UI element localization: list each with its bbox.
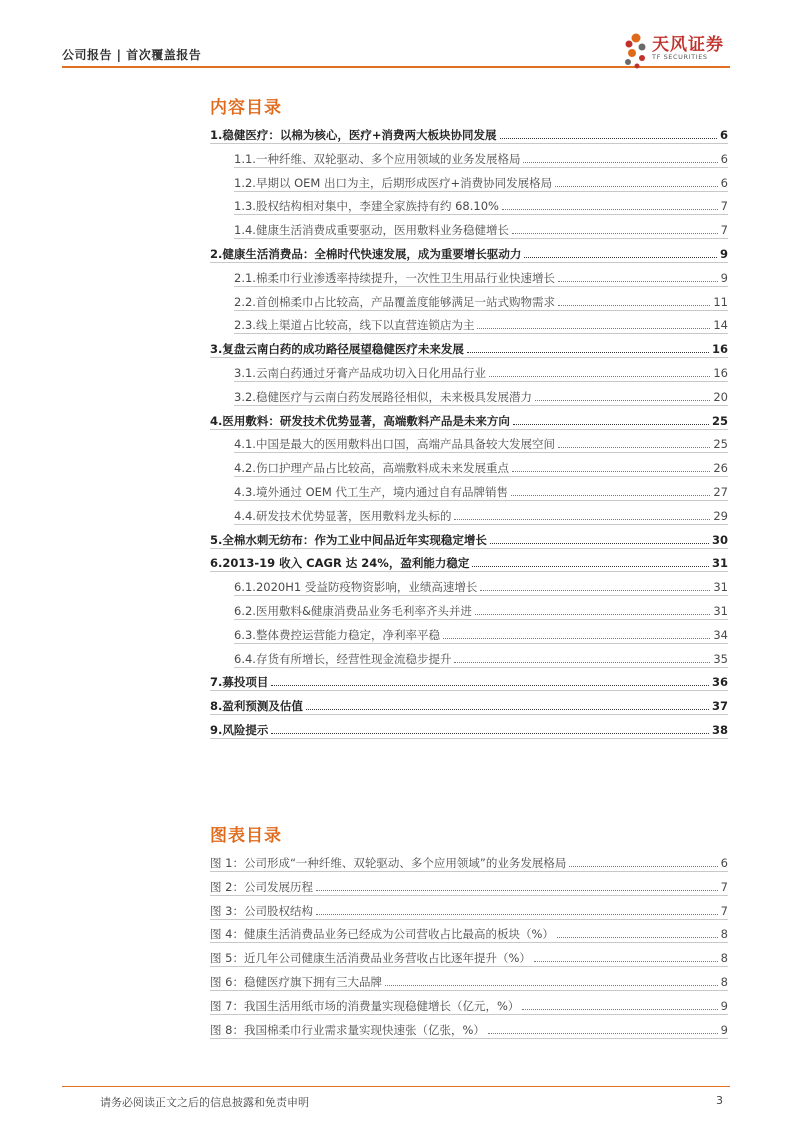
toc-entry-title: 稳健医疗：以棉为核心，医疗+消费两大板块协同发展 — [222, 128, 497, 142]
dot-leader — [512, 233, 718, 234]
toc-entry-number: 6.3. — [234, 627, 256, 642]
toc-entry[interactable] — [210, 501, 728, 523]
toc-entry-page: 16 — [711, 342, 728, 357]
dot-leader — [271, 733, 709, 734]
toc-entry-title: 线上渠道占比较高，线下以直营连锁店为主 — [255, 318, 475, 333]
toc-entry[interactable] — [210, 310, 728, 332]
toc-entry-page: 14 — [713, 318, 728, 333]
toc-entry-number: 4.4. — [234, 508, 256, 523]
dot-leader — [443, 638, 710, 639]
toc-entry-page: 6 — [720, 175, 728, 190]
toc-entry-title: 云南白药通过牙膏产品成功切入日化用品行业 — [255, 366, 486, 380]
dot-leader — [490, 543, 709, 544]
toc-entry[interactable] — [210, 334, 728, 356]
dot-leader — [489, 376, 710, 377]
toc-entry-title: 复盘云南白药的成功路径展望稳健医疗未来发展 — [222, 342, 464, 357]
dot-leader — [555, 186, 718, 187]
toc-entry-title: 股权结构相对集中，李建全家族持有约 68.10% — [255, 199, 499, 214]
toc-entry-title: 伤口护理产品占比较高，高端敷料成未来发展重点 — [255, 461, 509, 476]
toc-entry[interactable] — [210, 144, 728, 166]
toc-entry-title: 2020H1 受益防疫物资影响，业绩高速增长 — [255, 580, 478, 595]
toc-entry-number: 3. — [210, 342, 223, 357]
toc-entry[interactable] — [210, 191, 728, 213]
toc-entry-page: 26 — [713, 461, 728, 476]
dot-leader — [558, 281, 718, 282]
dot-leader — [513, 424, 709, 425]
dot-leader — [271, 685, 709, 686]
logo-text-en: TF SECURITIES — [652, 53, 708, 61]
dot-leader — [472, 566, 709, 567]
figure-entry-title: 图 4：健康生活消费品业务已经成为公司营收占比最高的板块（%） — [210, 927, 554, 942]
figure-entry-title: 图 3：公司股权结构 — [210, 903, 313, 918]
toc-entry[interactable] — [210, 239, 728, 261]
toc-entry-page: 20 — [713, 389, 728, 404]
toc-entry-number: 9. — [210, 723, 223, 737]
toc-entry-number: 4.3. — [234, 485, 256, 499]
toc-entry-number: 4.1. — [234, 437, 256, 452]
toc-entry-title: 风险提示 — [222, 723, 269, 737]
toc-entry[interactable] — [210, 287, 728, 309]
toc-entry[interactable] — [210, 667, 728, 689]
figure-entry-page: 9 — [720, 998, 728, 1013]
toc-entry[interactable] — [210, 120, 728, 142]
toc-entry-title: 2013-19 收入 CAGR 达 24%，盈利能力稳定 — [222, 556, 470, 571]
dot-leader — [306, 709, 709, 710]
figure-entry-page: 6 — [720, 856, 728, 870]
toc-entry-number: 2.1. — [234, 270, 256, 285]
toc-entry-number: 6.4. — [234, 651, 256, 666]
toc-entry[interactable] — [210, 620, 728, 642]
toc-entry-number: 1.4. — [234, 223, 256, 238]
toc-entry-number: 6.2. — [234, 604, 256, 618]
toc-entry-title: 全棉水刺无纺布：作为工业中间品近年实现稳定增长 — [222, 532, 487, 547]
dot-leader — [316, 890, 718, 891]
toc-entry-page: 16 — [713, 366, 728, 380]
toc-entry-page: 31 — [713, 604, 728, 618]
toc-entry[interactable] — [210, 691, 728, 713]
toc-entry-page: 11 — [713, 294, 728, 309]
toc-entry-page: 6 — [719, 128, 728, 142]
toc-entry-title: 整体费控运营能力稳定，净利率平稳 — [255, 627, 440, 642]
figure-entry-title: 图 5：近几年公司健康生活消费品业务营收占比逐年提升（%） — [210, 951, 531, 966]
toc-entry-page: 31 — [713, 580, 728, 595]
figure-entry-title: 图 2：公司发展历程 — [210, 879, 313, 894]
figure-entry-page: 9 — [720, 1022, 728, 1037]
figure-entry-page: 8 — [720, 951, 728, 966]
toc-entry-number: 2.2. — [234, 294, 256, 309]
dot-leader — [502, 209, 718, 210]
toc-entry-title: 研发技术优势显著，医用敷料龙头标的 — [255, 508, 452, 523]
toc-entry-title: 中国是最大的医用敷料出口国，高端产品具备较大发展空间 — [255, 437, 555, 452]
toc-entry-page: 35 — [713, 651, 728, 666]
page-number: 3 — [716, 1094, 723, 1107]
figure-entry-page: 8 — [720, 975, 728, 989]
dot-leader — [475, 614, 710, 615]
toc-entry-page: 27 — [713, 485, 728, 499]
toc-entry-page: 7 — [720, 199, 728, 214]
toc-entry-title: 募投项目 — [222, 675, 269, 690]
dot-leader — [467, 352, 709, 353]
toc-entry-page: 29 — [713, 508, 728, 523]
figure-entry-title: 图 7：我国生活用纸市场的消费量实现稳健增长（亿元，%） — [210, 998, 520, 1013]
toc-entry[interactable] — [210, 715, 728, 737]
figure-entry-title: 图 6：稳健医疗旗下拥有三大品牌 — [210, 975, 382, 989]
toc-entry-title: 境外通过 OEM 代工生产，境内通过自有品牌销售 — [255, 485, 509, 499]
toc-entry[interactable] — [210, 168, 728, 190]
dot-leader — [454, 662, 710, 663]
footer-divider — [62, 1086, 730, 1087]
toc-entry-title: 稳健医疗与云南白药发展路径相似，未来极具发展潜力 — [255, 389, 532, 404]
toc-entry[interactable] — [210, 215, 728, 237]
toc-entry-title: 健康生活消费成重要驱动，医用敷料业务稳健增长 — [255, 223, 509, 238]
dot-leader — [512, 471, 710, 472]
toc-entry-number: 7. — [210, 675, 223, 690]
figure-entry[interactable] — [210, 1015, 728, 1037]
toc-entry-number: 2. — [210, 247, 223, 261]
toc-entry-title: 首创棉柔巾占比较高，产品覆盖度能够满足一站式购物需求 — [255, 294, 555, 309]
dot-leader — [558, 305, 710, 306]
dot-leader — [385, 985, 718, 986]
toc-entry-page: 9 — [719, 247, 728, 261]
toc-entry-title: 健康生活消费品：全棉时代快速发展，成为重要增长驱动力 — [222, 247, 522, 261]
logo-text-cn: 天风证券 — [652, 35, 724, 55]
toc-entry[interactable] — [210, 429, 728, 451]
dot-leader — [557, 937, 718, 938]
toc-entry-number: 3.2. — [234, 389, 256, 404]
toc-entry-title: 存货有所增长，经营性现金流稳步提升 — [255, 651, 452, 666]
toc-entry-page: 25 — [711, 413, 728, 428]
toc-entry[interactable] — [210, 525, 728, 547]
toc-entry-number: 4.2. — [234, 461, 256, 476]
toc-entry-page: 6 — [720, 151, 728, 166]
figure-entry[interactable] — [210, 967, 728, 989]
figure-entry[interactable] — [210, 896, 728, 918]
toc-entry-page: 38 — [711, 723, 728, 737]
toc-entry-number: 1. — [210, 128, 223, 142]
toc-entry[interactable] — [210, 644, 728, 666]
toc-entry-title: 早期以 OEM 出口为主，后期形成医疗+消费协同发展格局 — [255, 175, 553, 190]
toc-entry[interactable] — [210, 358, 728, 380]
figure-entry[interactable] — [210, 943, 728, 965]
dot-leader — [500, 138, 717, 139]
toc-entry[interactable] — [210, 477, 728, 499]
figure-entry-page: 7 — [720, 903, 728, 918]
figure-entry-title: 图 1：公司形成“一种纤维、双轮驱动、多个应用领域”的业务发展格局 — [210, 856, 567, 870]
figure-entry[interactable] — [210, 919, 728, 941]
toc-entry[interactable] — [210, 406, 728, 428]
toc-entry[interactable] — [210, 263, 728, 285]
dot-leader — [477, 328, 710, 329]
toc-title: 内容目录 — [210, 98, 282, 118]
toc-entry-page: 34 — [713, 627, 728, 642]
toc-entry-number: 1.2. — [234, 175, 256, 190]
figure-entry[interactable] — [210, 848, 728, 870]
toc-entry-number: 6. — [210, 556, 223, 571]
figure-entry-page: 7 — [720, 879, 728, 894]
dot-leader — [480, 590, 710, 591]
dot-leader — [523, 162, 717, 163]
figure-entry[interactable] — [210, 872, 728, 894]
toc-entry-number: 1.3. — [234, 199, 256, 214]
dot-leader — [524, 257, 717, 258]
toc-entry-title: 棉柔巾行业渗透率持续提升，一次性卫生用品行业快速增长 — [255, 270, 555, 285]
toc-entry-title: 一种纤维、双轮驱动、多个应用领域的业务发展格局 — [255, 151, 521, 166]
dot-leader — [535, 400, 710, 401]
toc-entry-page: 36 — [711, 675, 728, 690]
toc-entry-title: 医用敷料：研发技术优势显著，高端敷料产品是未来方向 — [222, 413, 510, 428]
dot-leader — [522, 1009, 717, 1010]
toc-entry-number: 6.1. — [234, 580, 256, 595]
toc-entry-title: 医用敷料&健康消费品业务毛利率齐头并进 — [255, 604, 472, 618]
toc-entry-page: 30 — [711, 532, 728, 547]
disclaimer-text: 请务必阅读正文之后的信息披露和免责申明 — [100, 1096, 309, 1109]
dot-leader — [569, 866, 717, 867]
toc-entry-page: 37 — [711, 699, 728, 714]
toc-entry-number: 8. — [210, 699, 223, 714]
figure-list-title: 图表目录 — [210, 826, 282, 846]
figure-entry-title: 图 8：我国棉柔巾行业需求量实现快速张（亿张，%） — [210, 1022, 485, 1037]
toc-entry-number: 2.3. — [234, 318, 256, 333]
dot-leader — [316, 914, 718, 915]
toc-entry[interactable] — [210, 572, 728, 594]
toc-entry-page: 7 — [720, 223, 728, 238]
dot-leader — [534, 961, 718, 962]
dot-leader — [488, 1033, 718, 1034]
report-type-label: 公司报告 | 首次覆盖报告 — [62, 48, 202, 62]
dot-leader — [558, 447, 710, 448]
toc-entry-number: 4. — [210, 413, 223, 428]
toc-entry-page: 25 — [713, 437, 728, 452]
dot-leader — [454, 519, 710, 520]
toc-entry-number: 1.1. — [234, 151, 256, 166]
toc-entry-page: 31 — [711, 556, 728, 571]
toc-entry[interactable] — [210, 596, 728, 618]
toc-entry-number: 3.1. — [234, 366, 256, 380]
toc-entry-page: 9 — [720, 270, 728, 285]
toc-entry-title: 盈利预测及估值 — [222, 699, 303, 714]
dot-leader — [511, 495, 710, 496]
toc-entry[interactable] — [210, 453, 728, 475]
toc-entry-number: 5. — [210, 532, 223, 547]
toc-entry[interactable] — [210, 382, 728, 404]
figure-entry-page: 8 — [720, 927, 728, 942]
toc-entry[interactable] — [210, 548, 728, 570]
figure-entry[interactable] — [210, 991, 728, 1013]
